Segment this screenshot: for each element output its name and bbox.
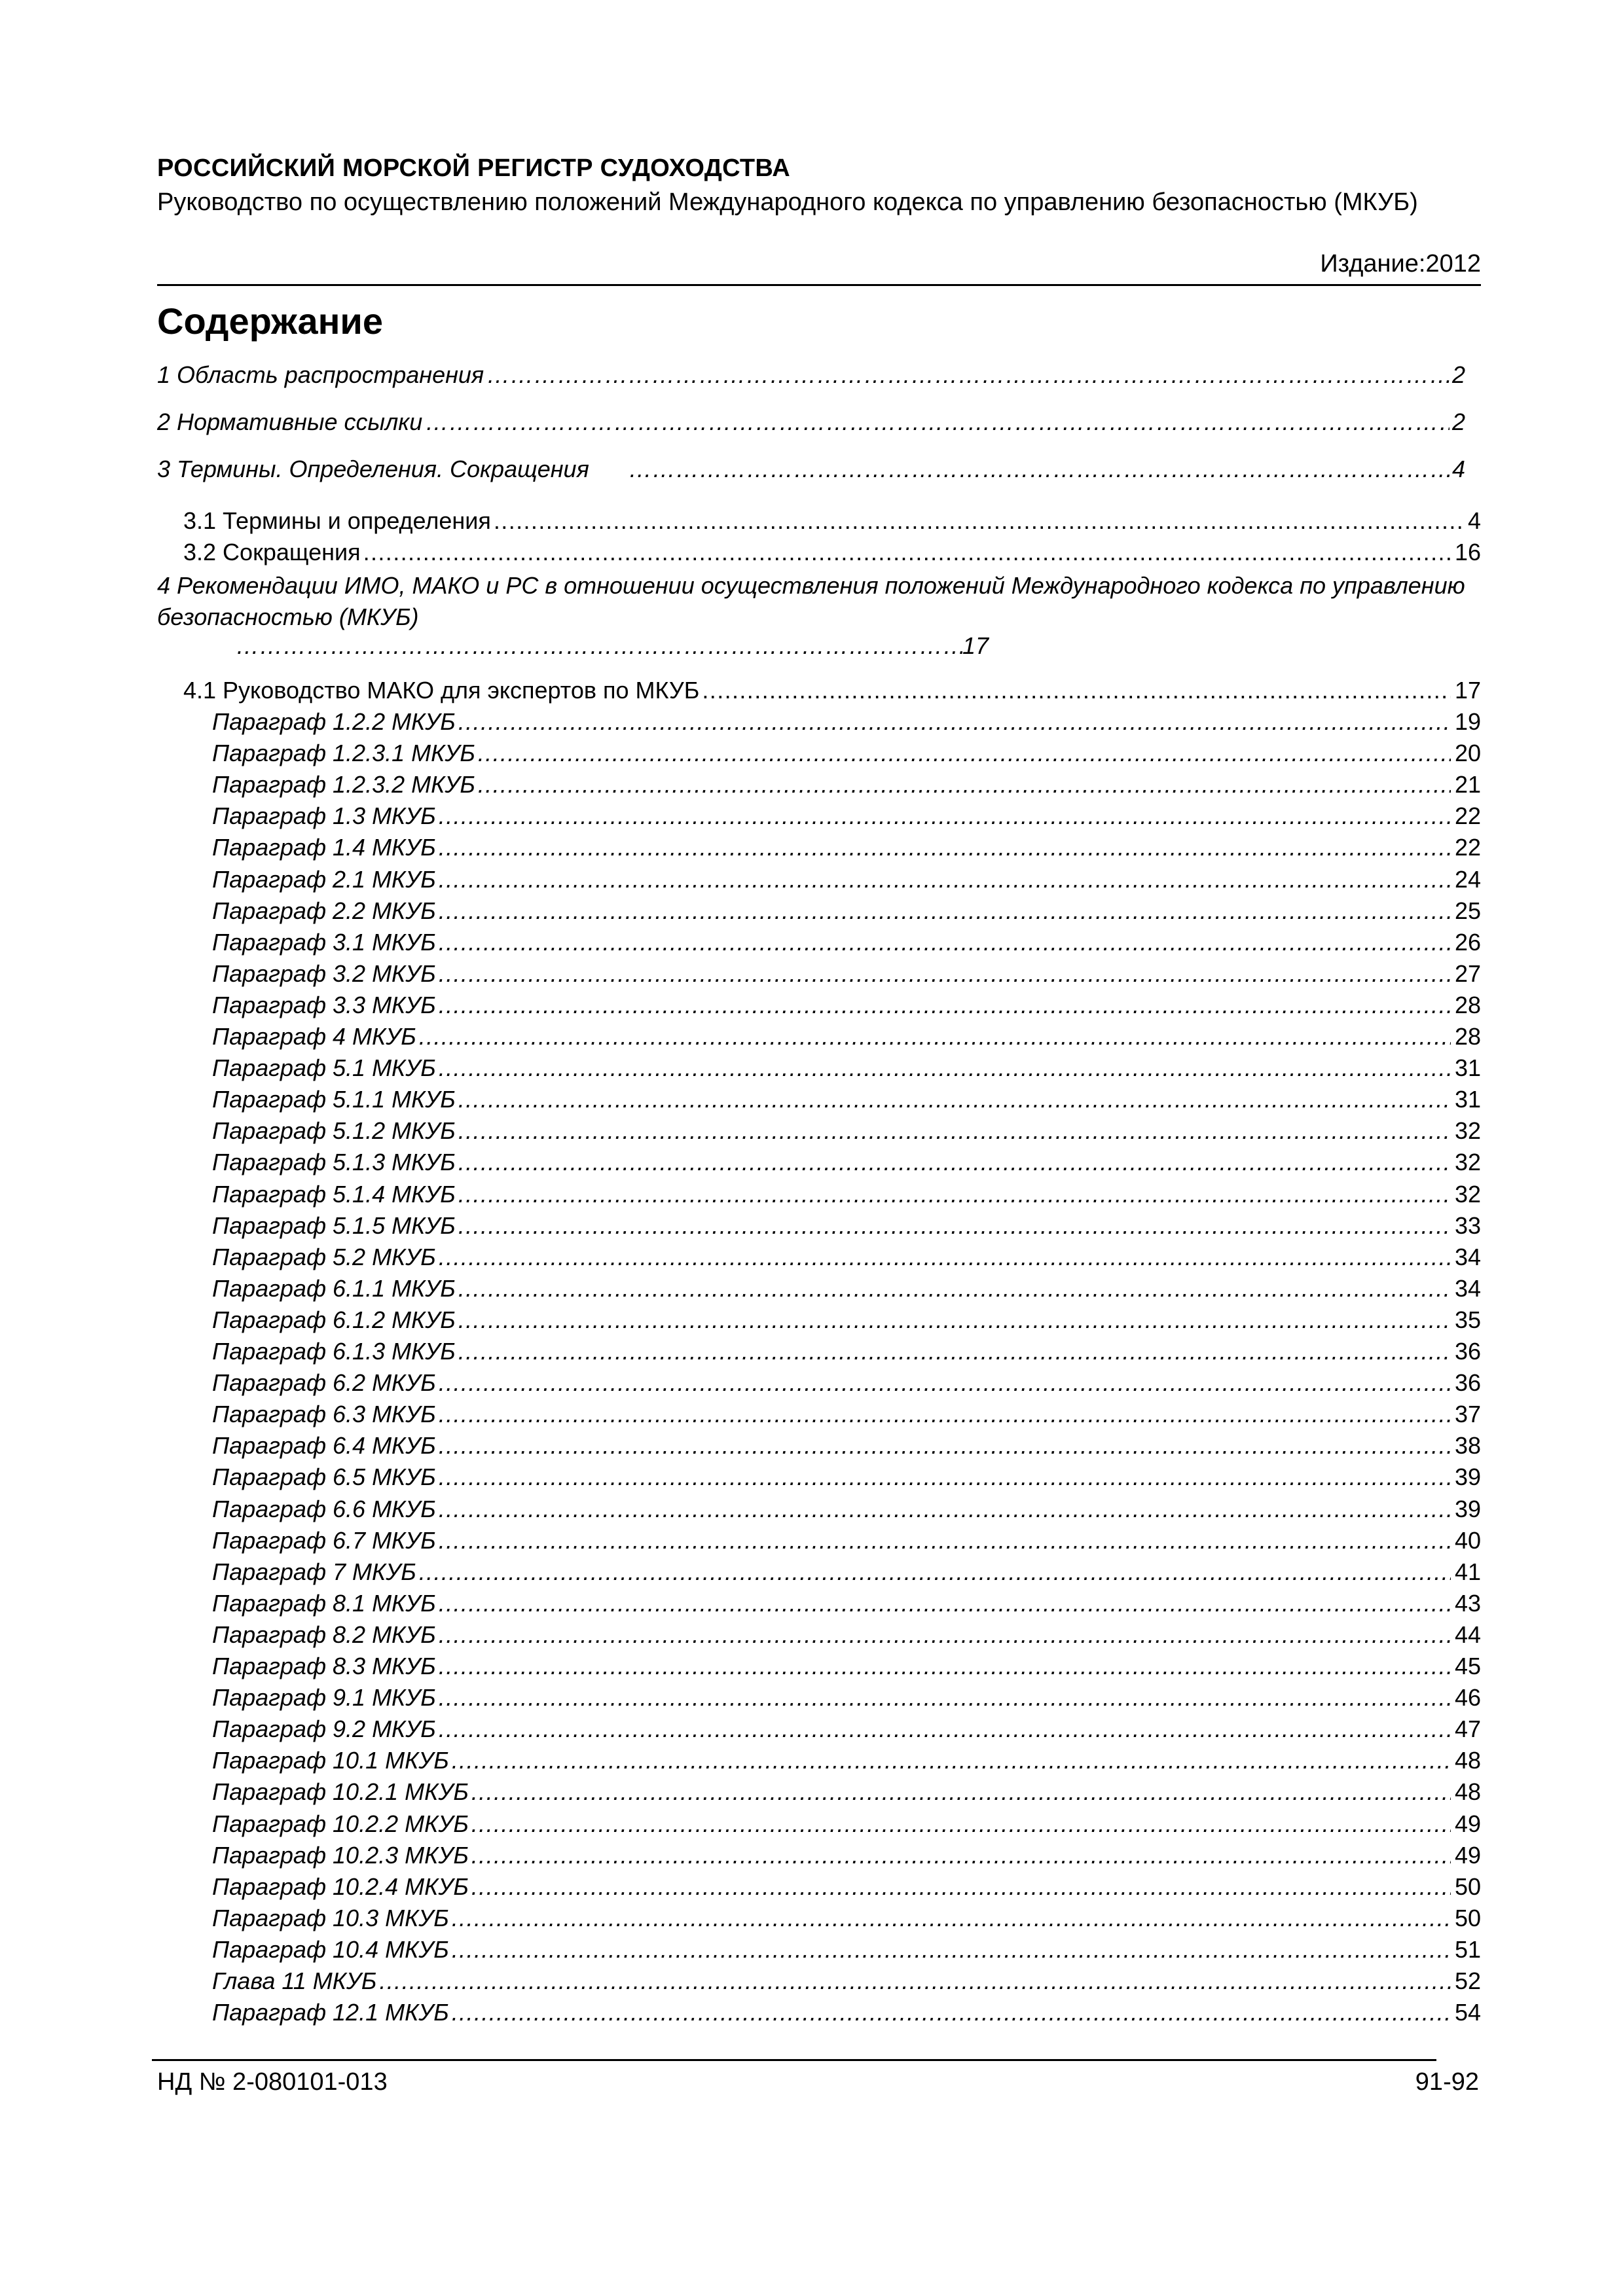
toc-entry-page: 27	[1454, 960, 1481, 987]
dot-leader	[439, 929, 1451, 956]
toc-entry-page: 32	[1454, 1117, 1481, 1144]
dot-leader	[439, 960, 1451, 988]
toc-entry-label: Параграф 6.5 МКУБ	[212, 1463, 436, 1490]
toc-paragraph-row[interactable]	[212, 992, 1481, 1023]
toc-entry-page: 49	[1454, 1842, 1481, 1869]
toc-entry-label: 4.1 Руководство МАКО для экспертов по МКУБ	[183, 677, 700, 704]
toc-entry-label: Параграф 1.3 МКУБ	[212, 802, 436, 829]
toc-paragraph-row[interactable]	[212, 1590, 1481, 1621]
toc-paragraph-row[interactable]	[212, 1244, 1481, 1275]
footer-divider	[152, 2059, 1436, 2061]
toc-entry-3-1[interactable]	[183, 507, 1481, 539]
dot-leader	[439, 992, 1451, 1019]
toc-paragraph-row[interactable]	[212, 1842, 1481, 1873]
toc-entry-3[interactable]	[157, 456, 1465, 483]
toc-paragraph-row[interactable]	[212, 771, 1481, 802]
toc-entry-page: 34	[1454, 1244, 1481, 1270]
dot-leader	[363, 539, 1451, 566]
dot-leader	[439, 1369, 1451, 1397]
dot-leader	[439, 866, 1451, 893]
toc-paragraph-row[interactable]	[212, 1463, 1481, 1495]
toc-entry-label: Параграф 6.7 МКУБ	[212, 1527, 436, 1554]
toc-entry-label: Параграф 1.2.3.2 МКУБ	[212, 771, 475, 798]
dot-leader	[379, 1967, 1451, 1995]
toc-paragraph-row[interactable]	[212, 1054, 1481, 1086]
toc-entry-4[interactable]: 4 Рекомендации ИМО, МАКО и РС в отношении осуществления положений Международного кодекса по управлению безопасностью (МКУБ)	[157, 572, 1465, 630]
dot-leader	[419, 1558, 1451, 1586]
toc-entry-page: 47	[1454, 1715, 1481, 1742]
dot-leader	[439, 1590, 1451, 1617]
toc-entry-label: 1 Область распространения	[157, 361, 484, 388]
toc-entry-page: 26	[1454, 929, 1481, 956]
header-divider	[157, 284, 1481, 286]
toc-entry-label: Параграф 8.3 МКУБ	[212, 1653, 436, 1679]
toc-entry-page: 39	[1454, 1496, 1481, 1522]
dot-leader	[458, 1117, 1451, 1145]
toc-entry-label: Параграф 9.2 МКУБ	[212, 1715, 436, 1742]
dot-leader	[471, 1842, 1451, 1869]
toc-paragraph-row[interactable]	[212, 897, 1481, 929]
toc-entry-label: Параграф 6.4 МКУБ	[212, 1432, 436, 1459]
toc-entry-label: Параграф 5.1 МКУБ	[212, 1054, 436, 1081]
toc-entry-page: 21	[1454, 771, 1481, 798]
dot-leader	[439, 897, 1451, 925]
toc-entry-page: 36	[1454, 1369, 1481, 1396]
dot-leader	[439, 1244, 1451, 1271]
dot-leader	[478, 740, 1451, 767]
toc-paragraph-row[interactable]	[212, 1306, 1481, 1338]
dot-leader	[458, 1338, 1451, 1365]
toc-entry-label: Параграф 6.3 МКУБ	[212, 1401, 436, 1427]
toc-paragraph-row[interactable]	[212, 1369, 1481, 1401]
footer-page-range: 91-92	[1415, 2068, 1479, 2096]
dot-leader	[425, 408, 1450, 436]
toc-entry-label: Параграф 3.1 МКУБ	[212, 929, 436, 956]
toc-entry-label: Параграф 5.1.4 МКУБ	[212, 1181, 456, 1208]
toc-entry-label: Параграф 3.2 МКУБ	[212, 960, 436, 987]
toc-paragraph-row[interactable]	[212, 708, 1481, 740]
toc-entry-page: 16	[1454, 539, 1481, 565]
dot-leader	[629, 456, 1450, 483]
dot-leader	[471, 1873, 1451, 1901]
toc-paragraph-row[interactable]	[212, 866, 1481, 897]
toc-entry-label: Параграф 6.2 МКУБ	[212, 1369, 436, 1396]
toc-entry-page: 51	[1454, 1936, 1481, 1963]
toc-entry-label: Параграф 5.1.1 МКУБ	[212, 1086, 456, 1113]
dot-leader	[458, 1212, 1451, 1240]
dot-leader	[439, 1527, 1451, 1554]
dot-leader	[702, 677, 1451, 704]
toc-entry-page: 4	[1467, 507, 1481, 534]
toc-paragraph-row[interactable]	[212, 1149, 1481, 1180]
toc-entry-4-leader	[236, 632, 989, 660]
toc-entry-page: 37	[1454, 1401, 1481, 1427]
toc-entry-label: Параграф 1.2.2 МКУБ	[212, 708, 456, 735]
toc-paragraph-row[interactable]	[212, 929, 1481, 960]
toc-paragraph-row[interactable]	[212, 1117, 1481, 1149]
toc-entry-page: 20	[1454, 740, 1481, 766]
dot-leader	[452, 1936, 1451, 1964]
toc-paragraph-row[interactable]	[212, 740, 1481, 771]
toc-entry-label: 2 Нормативные ссылки	[157, 408, 423, 435]
toc-entry-page: 36	[1454, 1338, 1481, 1365]
dot-leader	[439, 1496, 1451, 1523]
toc-entry-page: 35	[1454, 1306, 1481, 1333]
dot-leader	[439, 1401, 1451, 1428]
dot-leader	[439, 1463, 1451, 1491]
toc-entry-4-1[interactable]	[183, 677, 1481, 708]
dot-leader	[458, 1306, 1451, 1334]
dot-leader	[452, 1747, 1451, 1774]
toc-entry-page: 2	[1451, 408, 1465, 435]
toc-entry-label: Параграф 1.2.3.1 МКУБ	[212, 740, 475, 766]
toc-entry-page: 40	[1454, 1527, 1481, 1554]
dot-leader	[458, 1149, 1451, 1176]
toc-entry-page: 46	[1454, 1684, 1481, 1711]
toc-paragraph-row[interactable]	[212, 1558, 1481, 1590]
toc-paragraph-row[interactable]	[212, 1936, 1481, 1967]
toc-paragraph-row[interactable]	[212, 834, 1481, 865]
toc-entry-label: 3 Термины. Определения. Сокращения	[157, 456, 589, 482]
toc-entry-label: Параграф 10.2.1 МКУБ	[212, 1778, 469, 1805]
toc-entry-label: Параграф 6.1.3 МКУБ	[212, 1338, 456, 1365]
toc-entry-2[interactable]	[157, 408, 1465, 436]
toc-paragraph-row[interactable]	[212, 1275, 1481, 1306]
dot-leader	[236, 632, 962, 660]
toc-entry-label: Параграф 10.2.4 МКУБ	[212, 1873, 469, 1900]
toc-entry-page: 33	[1454, 1212, 1481, 1239]
toc-paragraph-row[interactable]	[212, 1527, 1481, 1558]
toc-entry-page: 38	[1454, 1432, 1481, 1459]
toc-entry-page: 41	[1454, 1558, 1481, 1585]
dot-leader	[439, 1653, 1451, 1680]
toc-entry-label: Параграф 12.1 МКУБ	[212, 1999, 449, 2026]
toc-entry-page: 44	[1454, 1621, 1481, 1648]
toc-entry-page: 22	[1454, 802, 1481, 829]
toc-entry-label: Параграф 7 МКУБ	[212, 1558, 416, 1585]
toc-entry-page: 39	[1454, 1463, 1481, 1490]
toc-entry-page: 31	[1454, 1086, 1481, 1113]
toc-entry-page: 34	[1454, 1275, 1481, 1302]
toc-entry-page: 4	[1451, 456, 1465, 482]
toc-paragraph-row[interactable]	[212, 1684, 1481, 1715]
toc-entry-label: Параграф 9.1 МКУБ	[212, 1684, 436, 1711]
toc-paragraph-row[interactable]	[212, 1873, 1481, 1905]
dot-leader	[439, 834, 1451, 861]
dot-leader	[439, 802, 1451, 830]
toc-entry-label: Параграф 5.1.5 МКУБ	[212, 1212, 456, 1239]
toc-entry-page: 17	[1454, 677, 1481, 704]
toc-entry-label: Параграф 6.1.1 МКУБ	[212, 1275, 456, 1302]
dot-leader	[458, 1086, 1451, 1113]
toc-entry-label: Параграф 2.2 МКУБ	[212, 897, 436, 924]
toc-entry-label: Параграф 8.1 МКУБ	[212, 1590, 436, 1617]
toc-entry-label: 3.2 Сокращения	[183, 539, 361, 565]
header-document-title: Руководство по осуществлению положений Международного кодекса по управлению безопасностью (МКУБ)	[157, 188, 1418, 216]
toc-entry-label: Глава 11 МКУБ	[212, 1967, 377, 1994]
toc-entry-label: Параграф 8.2 МКУБ	[212, 1621, 436, 1648]
toc-entry-page: 50	[1454, 1873, 1481, 1900]
dot-leader	[458, 1181, 1451, 1208]
toc-paragraph-row[interactable]	[212, 1338, 1481, 1369]
toc-paragraph-row[interactable]	[212, 1432, 1481, 1463]
toc-entry-page: 32	[1454, 1149, 1481, 1175]
toc-paragraph-row[interactable]	[212, 1747, 1481, 1778]
dot-leader	[452, 1905, 1451, 1932]
dot-leader	[494, 507, 1464, 535]
toc-paragraph-row[interactable]	[212, 1212, 1481, 1244]
toc-entry-label: Параграф 10.2.3 МКУБ	[212, 1842, 469, 1869]
toc-entry-label: Параграф 5.1.3 МКУБ	[212, 1149, 456, 1175]
toc-paragraph-row[interactable]	[212, 1086, 1481, 1117]
toc-entry-page: 24	[1454, 866, 1481, 893]
dot-leader	[471, 1778, 1451, 1806]
toc-entry-page: 43	[1454, 1590, 1481, 1617]
header-edition: Издание:2012	[1320, 250, 1481, 278]
dot-leader	[452, 1999, 1451, 2026]
toc-entry-label: Параграф 10.3 МКУБ	[212, 1905, 449, 1931]
dot-leader	[458, 708, 1451, 736]
toc-paragraph-row[interactable]	[212, 1810, 1481, 1842]
toc-entry-page: 45	[1454, 1653, 1481, 1679]
toc-entry-label: Параграф 5.2 МКУБ	[212, 1244, 436, 1270]
toc-entry-label: Параграф 10.1 МКУБ	[212, 1747, 449, 1774]
toc-entry-page: 31	[1454, 1054, 1481, 1081]
toc-paragraph-row[interactable]	[212, 1967, 1481, 1999]
toc-paragraph-row[interactable]	[212, 802, 1481, 834]
dot-leader	[471, 1810, 1451, 1838]
toc-entry-page: 50	[1454, 1905, 1481, 1931]
toc-paragraph-row[interactable]	[212, 1778, 1481, 1810]
toc-entry-page: 54	[1454, 1999, 1481, 2026]
dot-leader	[486, 361, 1450, 389]
toc-paragraph-row[interactable]	[212, 1715, 1481, 1747]
toc-entry-page: 28	[1454, 1023, 1481, 1050]
toc-entry-label: 3.1 Термины и определения	[183, 507, 491, 534]
dot-leader	[439, 1715, 1451, 1743]
toc-entry-page: 28	[1454, 992, 1481, 1018]
dot-leader	[439, 1621, 1451, 1649]
toc-entry-label: Параграф 6.6 МКУБ	[212, 1496, 436, 1522]
toc-heading: Содержание	[157, 300, 383, 342]
dot-leader	[439, 1054, 1451, 1082]
toc-paragraph-row[interactable]	[212, 960, 1481, 992]
toc-entry-page: 19	[1454, 708, 1481, 735]
toc-entry-1[interactable]	[157, 361, 1465, 389]
toc-entry-label: Параграф 6.1.2 МКУБ	[212, 1306, 456, 1333]
toc-entry-page: 17	[962, 632, 989, 659]
dot-leader	[439, 1432, 1451, 1460]
toc-entry-page: 2	[1451, 361, 1465, 388]
dot-leader	[458, 1275, 1451, 1302]
toc-paragraph-row[interactable]	[212, 1023, 1481, 1054]
toc-entry-page: 25	[1454, 897, 1481, 924]
toc-entry-page: 52	[1454, 1967, 1481, 1994]
toc-entry-label: Параграф 1.4 МКУБ	[212, 834, 436, 861]
toc-paragraph-row[interactable]	[212, 1999, 1481, 2030]
toc-entry-label: Параграф 5.1.2 МКУБ	[212, 1117, 456, 1144]
toc-entry-label: Параграф 4 МКУБ	[212, 1023, 416, 1050]
toc-entry-page: 48	[1454, 1778, 1481, 1805]
footer-doc-number: НД № 2-080101-013	[157, 2068, 388, 2096]
toc-paragraph-row[interactable]	[212, 1401, 1481, 1432]
toc-paragraph-row[interactable]	[212, 1496, 1481, 1527]
toc-paragraph-row[interactable]	[212, 1653, 1481, 1684]
toc-entry-page: 32	[1454, 1181, 1481, 1208]
toc-paragraph-row[interactable]	[212, 1181, 1481, 1212]
toc-entry-page: 22	[1454, 834, 1481, 861]
toc-entry-label: Параграф 3.3 МКУБ	[212, 992, 436, 1018]
dot-leader	[419, 1023, 1451, 1050]
header-organization: РОССИЙСКИЙ МОРСКОЙ РЕГИСТР СУДОХОДСТВА	[157, 154, 790, 182]
toc-entry-3-2[interactable]	[183, 539, 1481, 570]
toc-paragraph-row[interactable]	[212, 1905, 1481, 1936]
toc-entry-label: Параграф 2.1 МКУБ	[212, 866, 436, 893]
toc-entry-page: 49	[1454, 1810, 1481, 1837]
dot-leader	[478, 771, 1451, 798]
toc-entry-label: Параграф 10.4 МКУБ	[212, 1936, 449, 1963]
toc-entry-label: Параграф 10.2.2 МКУБ	[212, 1810, 469, 1837]
toc-paragraph-row[interactable]	[212, 1621, 1481, 1653]
toc-entry-page: 48	[1454, 1747, 1481, 1774]
dot-leader	[439, 1684, 1451, 1712]
